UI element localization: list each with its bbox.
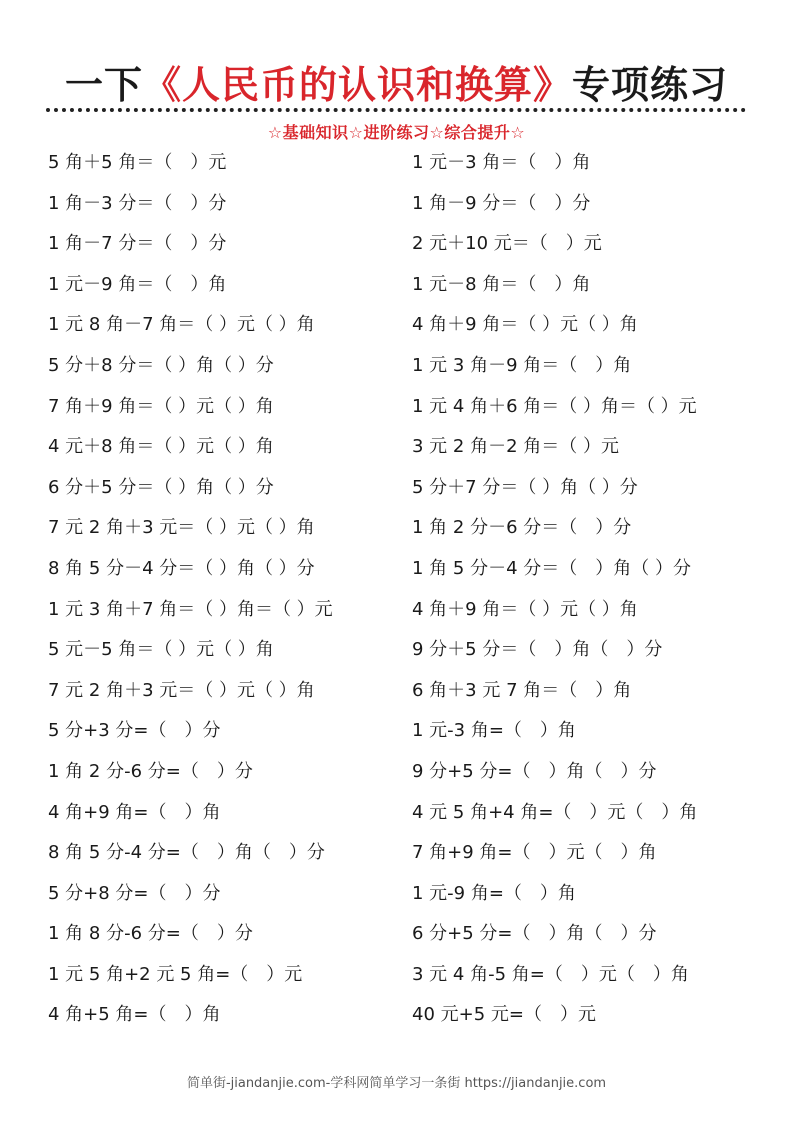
exercise-column-right (412, 146, 697, 1039)
footer-watermark: 简单街-jiandanjie.com-学科网简单学习一条街 https://jiandanjie.com (186, 1076, 607, 1091)
exercise-item: 1 元-3 角=（ ）角 (412, 720, 576, 742)
title-prefix: 一下 (64, 63, 143, 107)
exercise-item: 4 角＋9 角＝（ ）元（ ）角 (412, 314, 638, 336)
exercise-item: 4 角+9 角=（ ）角 (48, 801, 221, 823)
exercise-item: 5 分+8 分=（ ）分 (48, 882, 221, 904)
title-highlight: 《人民币的认识和换算》 (142, 63, 572, 107)
exercise-item: 40 元+5 元=（ ）元 (412, 1004, 596, 1026)
exercise-item: 1 角 5 分－4 分＝（ ）角（ ）分 (412, 557, 691, 579)
exercise-item: 1 元-9 角=（ ）角 (412, 882, 576, 904)
exercise-item: 7 元 2 角＋3 元＝（ ）元（ ）角 (48, 517, 315, 539)
exercise-column-left (48, 146, 333, 1039)
subtitle: ☆基础知识☆进阶练习☆综合提升☆ (267, 123, 526, 142)
exercise-item: 7 角+9 角=（ ）元（ ）角 (412, 842, 657, 864)
exercise-item: 1 元 3 角＋7 角＝（ ）角＝（ ）元 (48, 598, 333, 620)
title-suffix: 专项练习 (572, 63, 729, 107)
exercise-item: 1 角 2 分-6 分=（ ）分 (48, 760, 253, 782)
exercise-item: 8 角 5 分－4 分＝（ ）角（ ）分 (48, 557, 315, 579)
exercise-item: 5 分+3 分=（ ）分 (48, 720, 221, 742)
exercise-item: 1 元 4 角＋6 角＝（ ）角＝（ ）元 (412, 395, 697, 417)
exercise-item: 5 分＋7 分＝（ ）角（ ）分 (412, 476, 638, 498)
exercise-item: 2 元＋10 元＝（ ）元 (412, 233, 602, 255)
exercise-item: 9 分＋5 分＝（ ）角（ ）分 (412, 639, 663, 661)
exercise-item: 5 分＋8 分＝（ ）角（ ）分 (48, 354, 274, 376)
exercise-item: 1 元－3 角＝（ ）角 (412, 152, 591, 173)
exercise-item: 1 元 5 角+2 元 5 角=（ ）元 (48, 963, 303, 985)
exercise-item: 7 角＋9 角＝（ ）元（ ）角 (48, 395, 274, 417)
exercise-item: 4 角＋9 角＝（ ）元（ ）角 (412, 598, 638, 620)
exercise-item: 1 角 2 分－6 分＝（ ）分 (412, 517, 632, 539)
title-divider (46, 108, 746, 112)
exercise-item: 5 元－5 角＝（ ）元（ ）角 (48, 639, 274, 661)
exercise-item: 1 角 8 分-6 分=（ ）分 (48, 923, 253, 945)
exercise-item: 1 角－3 分＝（ ）分 (48, 192, 227, 214)
exercise-item: 1 元 8 角－7 角＝（ ）元（ ）角 (48, 314, 315, 336)
exercise-item: 5 角＋5 角＝（ ）元 (48, 152, 227, 173)
exercise-item: 1 角－7 分＝（ ）分 (48, 233, 227, 255)
exercise-item: 4 角+5 角=（ ）角 (48, 1004, 221, 1026)
exercise-item: 8 角 5 分-4 分=（ ）角（ ）分 (48, 842, 325, 864)
exercise-item: 6 分＋5 分＝（ ）角（ ）分 (48, 476, 274, 498)
exercise-item: 4 元 5 角+4 角=（ ）元（ ）角 (412, 801, 698, 823)
exercise-item: 3 元 4 角-5 角=（ ）元（ ）角 (412, 963, 689, 985)
exercise-item: 3 元 2 角－2 角＝（ ）元 (412, 436, 619, 458)
exercise-item: 1 元－9 角＝（ ）角 (48, 273, 227, 295)
exercise-item: 9 分+5 分=（ ）角（ ）分 (412, 760, 657, 782)
exercise-item: 6 分+5 分=（ ）角（ ）分 (412, 923, 657, 945)
exercise-item: 1 角－9 分＝（ ）分 (412, 192, 591, 214)
exercise-item: 1 元－8 角＝（ ）角 (412, 273, 591, 295)
page-title (0, 54, 793, 109)
exercise-item: 6 角＋3 元 7 角＝（ ）角 (412, 679, 632, 701)
exercise-item: 4 元＋8 角＝（ ）元（ ）角 (48, 436, 274, 458)
exercise-item: 1 元 3 角－9 角＝（ ）角 (412, 354, 632, 376)
exercise-item: 7 元 2 角＋3 元＝（ ）元（ ）角 (48, 679, 315, 701)
